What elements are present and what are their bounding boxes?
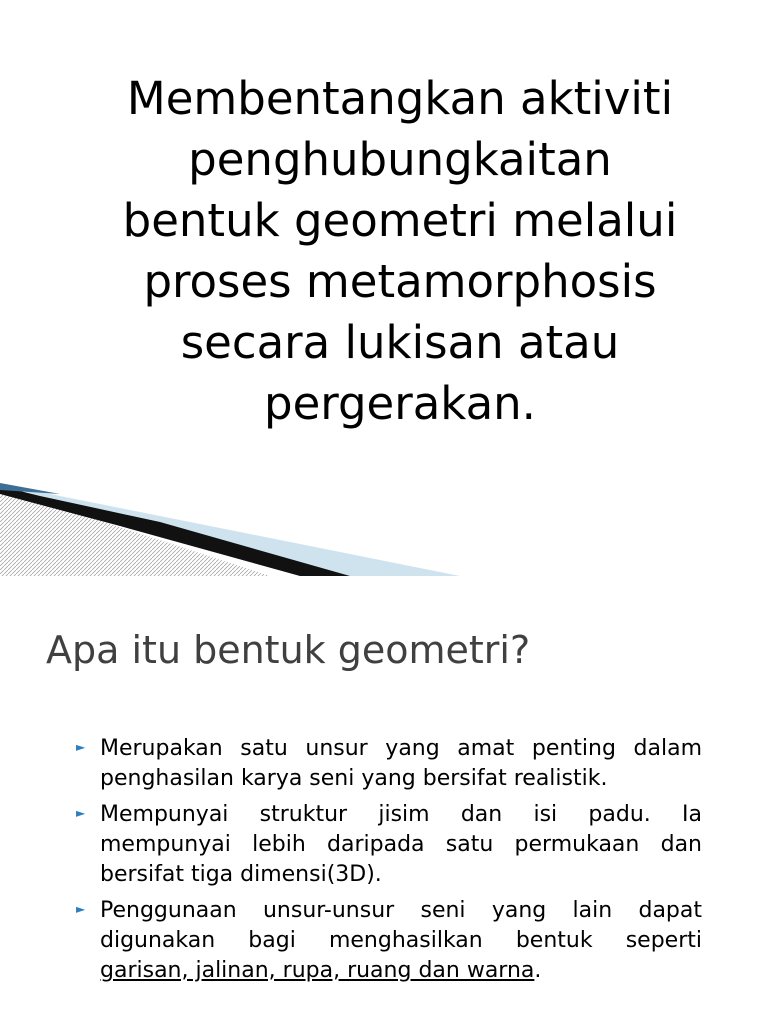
slide-2 [0,576,768,1024]
title-line: pergerakan. [264,377,536,430]
decorative-swoosh [0,470,480,576]
slide-1-title [60,68,740,434]
bullet-line: mempunyai lebih daripada satu permukaan dan [100,832,702,857]
title-line: Membentangkan aktiviti [126,72,674,125]
title-line: secara lukisan atau [180,316,620,369]
bullet-list [76,734,702,992]
bullet-line: penghasilan karya seni yang bersifat realistik. [100,766,608,791]
title-line: penghubungkaitan [188,133,612,186]
bullet-line: Penggunaan unsur-unsur seni yang lain dapat [100,898,702,923]
bullet-arrow-icon: ► [76,902,86,916]
slide-2-title: Apa itu bentuk geometri? [46,628,531,672]
bullet-line: digunakan bagi menghasilkan bentuk seperti [100,928,702,953]
underlined-elements: garisan, jalinan, rupa, ruang dan warna [100,958,535,983]
bullet-arrow-icon: ► [76,806,86,820]
bullet-arrow-icon: ► [76,740,86,754]
bullet-item [76,896,702,986]
title-line: proses metamorphosis [143,255,657,308]
bullet-line: bersifat tiga dimensi(3D). [100,862,382,887]
title-line: bentuk geometri melalui [122,194,678,247]
bullet-line: Merupakan satu unsur yang amat penting dalam [100,736,702,761]
bullet-line-last [100,956,702,986]
trailing-period: . [534,958,542,983]
bullet-item [76,800,702,890]
bullet-line: Mempunyai struktur jisim dan isi padu. Ia [100,802,702,827]
bullet-item [76,734,702,794]
